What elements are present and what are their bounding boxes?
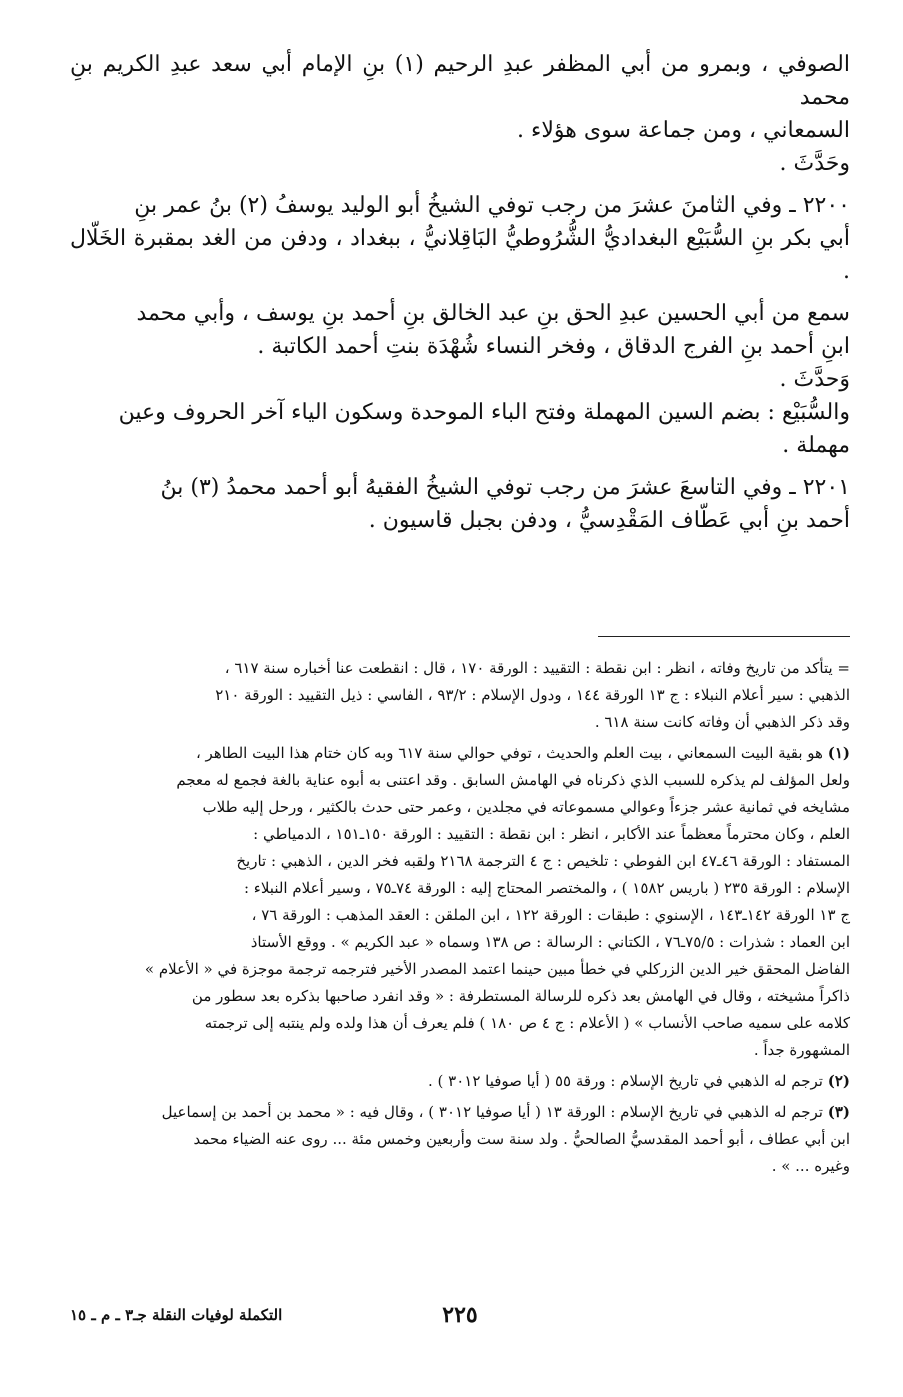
main-text (70, 48, 850, 537)
footnote-line: كلامه على سميه صاحب الأنساب » ( الأعلام : ج ٤ ص ١٨٠ ) فلم يعرف أن هذا ولده ولم ينتبه إلى ترجمته (204, 1014, 850, 1032)
footnote-line: العلم ، وكان محترماً معظماً عند الأكابر ، انظر : ابن نقطة : التقييد : الورقة ١٥٠ـ١٥١ ، الدمياطي : (253, 825, 850, 843)
footnote-line: الفاضل المحقق خير الدين الزركلي في خطأ مبين حينما اعتمد المصدر الأخير فترجمه ترجمة موجزة في « الأعلام » (144, 960, 850, 978)
footnotes (70, 655, 850, 1180)
page-number: ٢٢٥ (442, 1302, 478, 1328)
entry-2200-line: والسُّبَيْع : بضم السين المهملة وفتح الباء الموحدة وسكون الياء آخر الحروف وعين (118, 400, 850, 425)
text-line: الصوفي ، وبمرو من أبي المظفر عبدِ الرحيم (١) بنِ الإمام أبي سعد عبدِ الكريم بنِ محمد (70, 52, 850, 110)
footnote-line: ابن العماد : شذرات : ٧٥/٥ـ٧٦ ، الكتاني : الرسالة : ص ١٣٨ وسماه « عبد الكريم » . ووقع الأستاذ (250, 933, 850, 951)
footnote-3 (70, 1099, 850, 1126)
footnote-marker: (٢) (827, 1072, 850, 1090)
footnote-marker: (٣) (827, 1103, 850, 1121)
footnote-line: وغيره ... » . (771, 1157, 850, 1175)
footnote-line: ابن أبي عطاف ، أبو أحمد المقدسيُّ الصالحيُّ . ولد سنة ست وأربعين وخمس مئة ... روى عنه الضياء محمد (193, 1130, 850, 1148)
footnote-1 (70, 740, 850, 767)
footnote-line: المشهورة جداً . (753, 1041, 850, 1059)
entry-2200-line: أبي بكر بنِ السُّبَيْع البغداديُّ الشُّرُوطيُّ البَاقِلانيُّ ، ببغداد ، ودفن من الغد بمقبرة الخَلّال . (70, 226, 850, 284)
footnote-continuation-line: الذهبي : سير أعلام النبلاء : ج ١٣ الورقة ١٤٤ ، ودول الإسلام : ٩٣/٢ ، الفاسي : ذيل التقييد : الورقة ٢١٠ (215, 686, 850, 704)
footnote-line: ج ١٣ الورقة ١٤٢ـ١٤٣ ، الإسنوي : طبقات : الورقة ١٢٢ ، ابن الملقن : العقد المذهب : الورقة ٧٦ ، (251, 906, 850, 924)
entry-2201-line: أحمد بنِ أبي عَطّاف المَقْدِسيُّ ، ودفن بجبل قاسيون . (368, 508, 850, 533)
footnote-line: ذاكراً مشيخته ، وقال في الهامش بعد ذكره للرسالة المستطرفة : « وقد انفرد صاحبها بذكره بعد سطور من (191, 987, 850, 1005)
footnote-line: ترجم له الذهبي في تاريخ الإسلام : ورقة ٥٥ ( أيا صوفيا ٣٠١٢ ) . (428, 1072, 823, 1090)
footnote-line: ولعل المؤلف لم يذكره للسبب الذي ذكرناه في الهامش السابق . وقد اعتنى به أبوه عناية بالغة فجمع له معجم (176, 771, 850, 789)
entry-2200-line: مهملة . (782, 433, 850, 458)
entry-2200-line: سمع من أبي الحسين عبدِ الحق بنِ عبد الخالق بنِ أحمد بنِ يوسف ، وأبي محمد (136, 301, 850, 326)
footnote-continuation-line: وقد ذكر الذهبي أن وفاته كانت سنة ٦١٨ . (594, 713, 850, 731)
footnote-line: ترجم له الذهبي في تاريخ الإسلام : الورقة ١٣ ( أيا صوفيا ٣٠١٢ ) ، وقال فيه : « محمد بن أحمد بن إسماعيل (161, 1103, 823, 1121)
page-footer (70, 1302, 850, 1332)
text-line: وحَدَّثَ . (779, 151, 850, 176)
footnote-line: المستفاد : الورقة ٤٦ـ٤٧ ابن الفوطي : تلخيص : ج ٤ الترجمة ٢١٦٨ ولقبه فخر الدين ، الذهبي : تاريخ (236, 852, 850, 870)
book-signature: التكملة لوفيات النقلة جـ٣ ـ م ـ ١٥ (70, 1306, 283, 1324)
footnote-continuation-line: = يتأكد من تاريخ وفاته ، انظر : ابن نقطة : التقييد : الورقة ١٧٠ ، قال : انقطعت عنا أخباره سنة ٦١٧ ، (224, 659, 850, 677)
entry-2200-line: وَحدَّثَ . (779, 367, 850, 392)
footnote-line: مشايخه في ثمانية عشر جزءاً وعوالي مسموعاته في مجلدين ، وعمر حتى حدث بالكثير ، ورحل إليه طلاب (202, 798, 850, 816)
entry-2201-line: ٢٢٠١ ـ وفي التاسعَ عشرَ من رجب توفي الشيخُ الفقيهُ أبو أحمد محمدُ (٣) بنُ (160, 475, 850, 500)
entry-2200-line: ابنِ أحمد بنِ الفرج الدقاق ، وفخر النساء شُهْدَة بنتِ أحمد الكاتبة . (257, 334, 850, 359)
footnote-line: الإسلام : الورقة ٢٣٥ ( باريس ١٥٨٢ ) ، والمختصر المحتاج إليه : الورقة ٧٤ـ٧٥ ، وسير أعلام النبلاء : (243, 879, 850, 897)
footnote-line: هو بقية البيت السمعاني ، بيت العلم والحديث ، توفي حوالي سنة ٦١٧ وبه كان ختام هذا البيت الطاهر ، (195, 744, 823, 762)
footnote-divider (598, 636, 850, 637)
footnote-marker: (١) (827, 744, 850, 762)
entry-2200-line: ٢٢٠٠ ـ وفي الثامنَ عشرَ من رجب توفي الشيخُ أبو الوليد يوسفُ (٢) بنُ عمر بنِ (134, 193, 850, 218)
footnote-2 (70, 1068, 850, 1095)
text-line: السمعاني ، ومن جماعة سوى هؤلاء . (517, 118, 850, 143)
